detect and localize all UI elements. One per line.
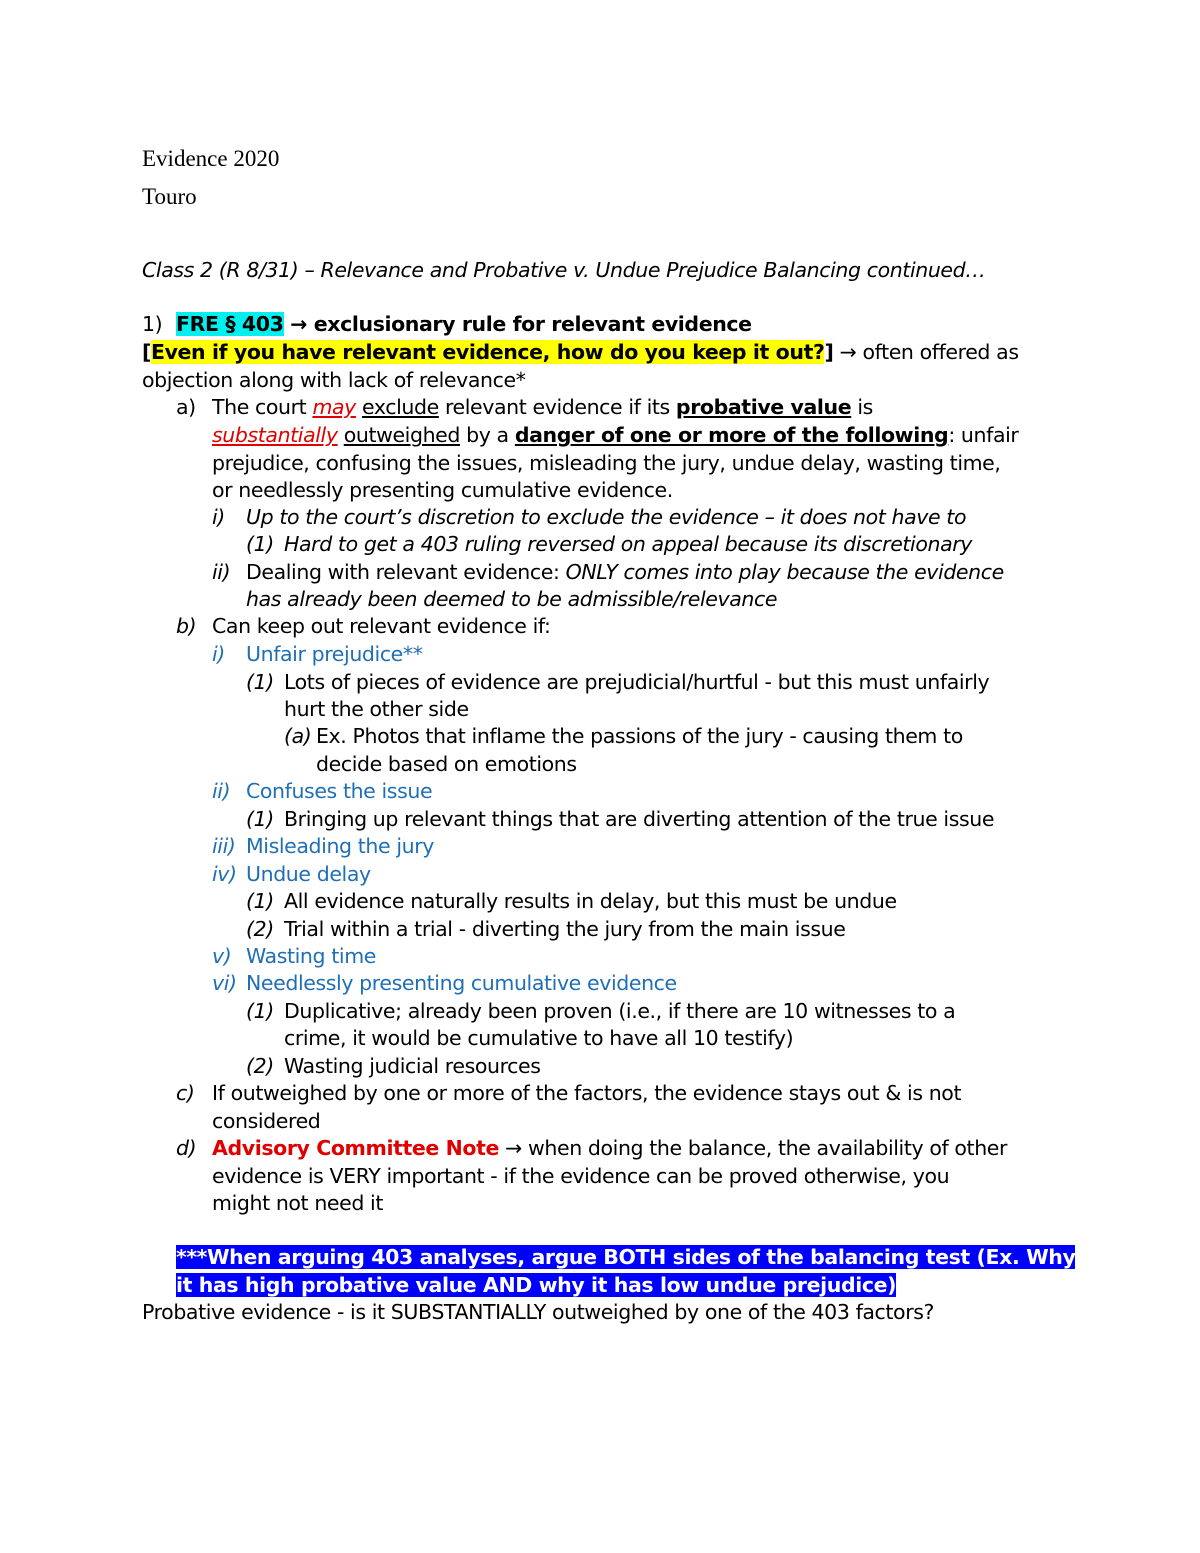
item-b-ia-text: Ex. Photos that inflame the passions of the jury - causing them to: [316, 724, 963, 748]
item-b-iv2-marker: (2): [246, 917, 274, 941]
item-b-vi2-marker: (2): [246, 1054, 274, 1078]
closing-question: Probative evidence - is it SUBSTANTIALLY outweighed by one of the 403 factors?: [142, 1300, 934, 1324]
section-heading: [176, 310, 752, 338]
item-b-i-marker: i): [212, 642, 225, 666]
course-title: Evidence 2020: [142, 146, 280, 171]
item-a-line4: or needlessly presenting cumulative evidence.: [212, 478, 673, 502]
item-b-text: Can keep out relevant evidence if:: [212, 614, 551, 638]
item-a-line1: The court may exclude relevant evidence if its probative value is: [212, 395, 873, 419]
item-a-i-marker: i): [212, 505, 225, 529]
item-d-marker: d): [176, 1136, 197, 1160]
item-a-line2: substantially outweighed by a danger of one or more of the following: unfair: [212, 423, 1019, 447]
item-b-ii1-marker: (1): [246, 807, 274, 831]
item-b-iii-marker: iii): [212, 834, 236, 858]
item-a-ii-text2: has already been deemed to be admissible/relevance: [246, 587, 778, 611]
item-b-iv1-marker: (1): [246, 889, 274, 913]
item-b-i1-text: Lots of pieces of evidence are prejudicial/hurtful - but this must unfairly: [284, 670, 990, 694]
item-b-v-marker: v): [212, 944, 232, 968]
item-a-i-text: Up to the court’s discretion to exclude the evidence – it does not have to: [246, 505, 967, 529]
item-d-line2: evidence is VERY important - if the evidence can be proved otherwise, you: [212, 1164, 950, 1188]
item-b-vi1-text: Duplicative; already been proven (i.e., if there are 10 witnesses to a: [284, 999, 956, 1023]
item-a-marker: a): [176, 395, 196, 419]
school-name: Touro: [142, 184, 197, 209]
rule-citation: FRE § 403: [176, 312, 284, 336]
factor-unfair-prejudice: Unfair prejudice**: [246, 642, 423, 666]
item-c-text: If outweighed by one or more of the factors, the evidence stays out & is not: [212, 1081, 962, 1105]
item-a-ii-text: Dealing with relevant evidence: ONLY comes into play because the evidence: [246, 560, 1004, 584]
item-b-ia-marker: (a): [284, 724, 312, 748]
key-question: Even if you have relevant evidence, how do you keep it out?: [150, 340, 825, 364]
class-title: Class 2 (R 8/31) – Relevance and Probative v. Undue Prejudice Balancing continued…: [142, 258, 986, 282]
item-c-marker: c): [176, 1081, 195, 1105]
item-b-i1-text2: hurt the other side: [284, 697, 469, 721]
probative-value: probative value: [675, 395, 852, 419]
may-emphasis: may: [312, 395, 356, 419]
item-b-iv-marker: iv): [212, 862, 237, 886]
item-a-i1-marker: (1): [246, 532, 274, 556]
objection-note: objection along with lack of relevance*: [142, 368, 526, 392]
item-b-ia-text2: decide based on emotions: [316, 752, 577, 776]
item-b-vi1-text2: crime, it would be cumulative to have all 10 testify): [284, 1026, 794, 1050]
arrow-icon: →: [505, 1136, 522, 1160]
item-b-vi2-text: Wasting judicial resources: [284, 1054, 541, 1078]
item-d-line3: might not need it: [212, 1191, 383, 1215]
item-b-vi1-marker: (1): [246, 999, 274, 1023]
advisory-committee-note: Advisory Committee Note: [212, 1136, 499, 1160]
factor-undue-delay: Undue delay: [246, 862, 371, 886]
item-b-marker: b): [176, 614, 197, 638]
callout-line1: ***When arguing 403 analyses, argue BOTH sides of the balancing test (Ex. Why: [176, 1245, 1076, 1269]
arrow-icon: →: [839, 340, 857, 364]
item-a-ii-marker: ii): [212, 560, 231, 584]
item-a-i1-text: Hard to get a 403 ruling reversed on appeal because its discretionary: [284, 532, 973, 556]
arrow-icon: →: [290, 312, 308, 336]
factor-cumulative-evidence: Needlessly presenting cumulative evidence: [246, 971, 677, 995]
factor-confuses-issue: Confuses the issue: [246, 779, 433, 803]
item-b-iv1-text: All evidence naturally results in delay, but this must be undue: [284, 889, 897, 913]
substantially-emphasis: substantially: [212, 423, 338, 447]
danger-phrase: danger of one or more of the following: [514, 423, 949, 447]
item-b-ii1-text: Bringing up relevant things that are diverting attention of the true issue: [284, 807, 995, 831]
item-b-vi-marker: vi): [212, 971, 237, 995]
item-a-line3: prejudice, confusing the issues, misleading the jury, undue delay, wasting time,: [212, 451, 1001, 475]
key-question-line: [Even if you have relevant evidence, how do you keep it out?] → often offered as: [142, 340, 1019, 364]
item-d-line1: Advisory Committee Note → when doing the balance, the availability of other: [212, 1136, 1008, 1160]
section-number: 1): [142, 312, 163, 336]
factor-misleading-jury: Misleading the jury: [246, 834, 434, 858]
item-b-i1-marker: (1): [246, 670, 274, 694]
item-b-iv2-text: Trial within a trial - diverting the jury from the main issue: [284, 917, 846, 941]
callout-line2: it has high probative value AND why it has low undue prejudice): [176, 1273, 897, 1297]
item-c-text2: considered: [212, 1109, 321, 1133]
item-b-ii-marker: ii): [212, 779, 231, 803]
rule-description: exclusionary rule for relevant evidence: [313, 312, 752, 336]
factor-wasting-time: Wasting time: [246, 944, 376, 968]
